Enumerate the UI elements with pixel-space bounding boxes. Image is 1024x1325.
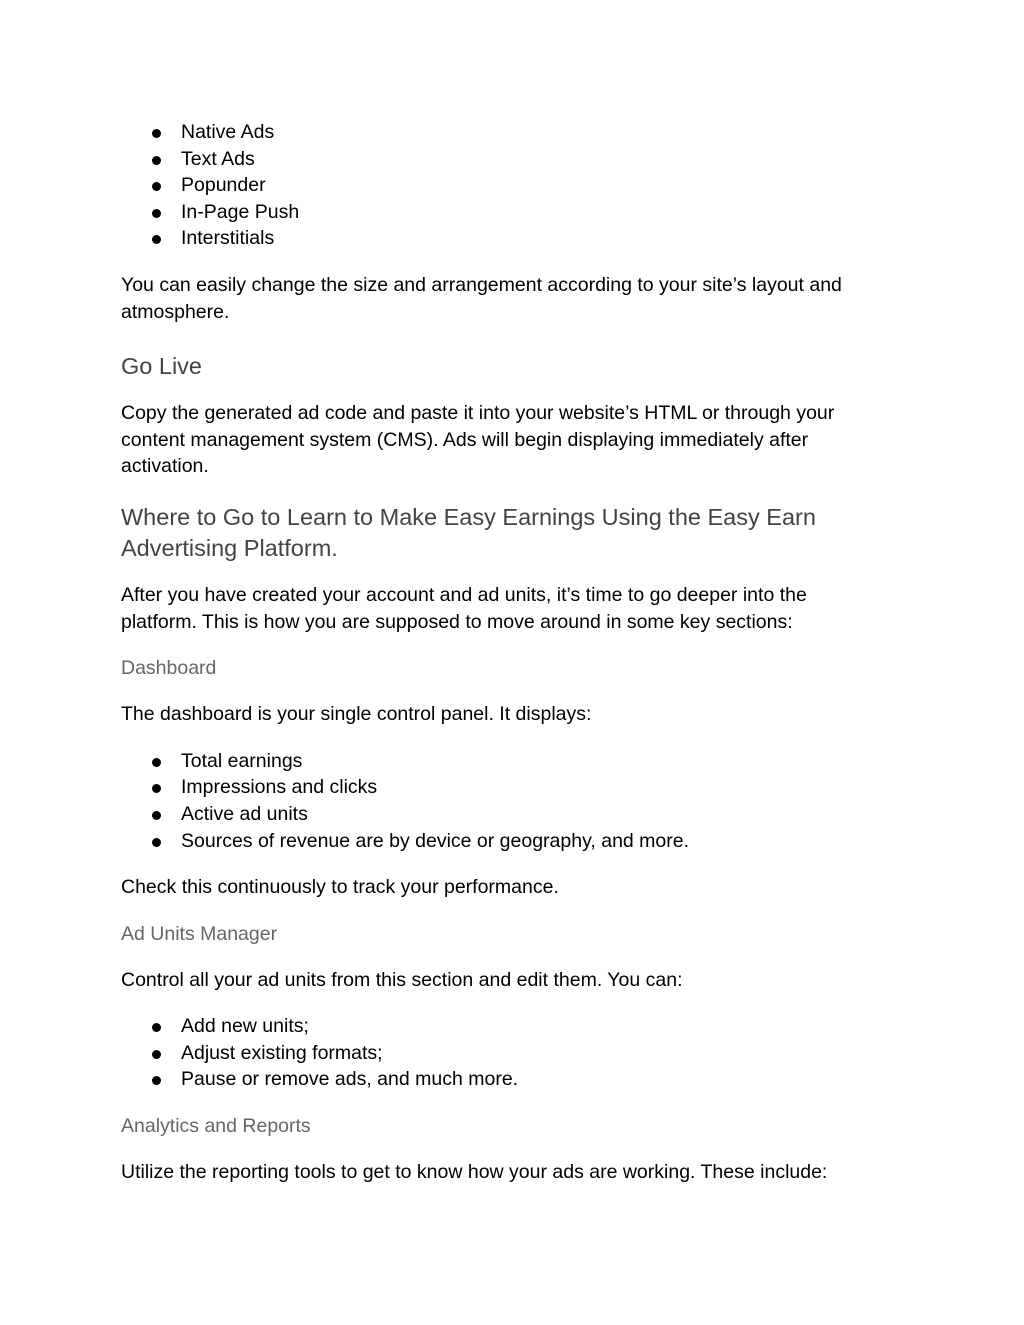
bullet-icon [152, 129, 161, 138]
list-item: Adjust existing formats; [121, 1040, 884, 1067]
bullet-icon [152, 1050, 161, 1059]
analytics-heading: Analytics and Reports [121, 1115, 311, 1138]
bullet-icon [152, 1076, 161, 1085]
list-item: Add new units; [121, 1013, 884, 1040]
where-to-go-heading: Where to Go to Learn to Make Easy Earnings Using the Easy Earn Advertising Platform. [121, 503, 816, 561]
list-item: Total earnings [121, 748, 884, 775]
check-paragraph: Check this continuously to track your performance. [121, 876, 559, 899]
bullet-icon [152, 758, 161, 767]
analytics-paragraph: Utilize the reporting tools to get to know how your ads are working. These include: [121, 1161, 828, 1184]
list-item: Text Ads [121, 146, 884, 173]
bullet-icon [152, 235, 161, 244]
ad-units-list [121, 1013, 884, 1093]
list-item: Interstitials [121, 225, 884, 252]
go-live-paragraph: Copy the generated ad code and paste it into your website’s HTML or through your content management system (CMS). Ads will begin displaying immediately after activation. [121, 402, 835, 478]
ad-units-heading: Ad Units Manager [121, 922, 278, 945]
list-item: Popunder [121, 172, 884, 199]
dashboard-paragraph: The dashboard is your single control panel. It displays: [121, 703, 592, 726]
list-item: Active ad units [121, 801, 884, 828]
dashboard-heading: Dashboard [121, 657, 217, 680]
bullet-icon [152, 1023, 161, 1032]
list-item: Sources of revenue are by device or geography, and more. [121, 828, 884, 855]
bullet-icon [152, 838, 161, 847]
layout-paragraph: You can easily change the size and arrangement according to your site’s layout and atmosphere. [121, 273, 842, 323]
after-paragraph: After you have created your account and ad units, it’s time to go deeper into the platform. This is how you are supposed to move around in some key sections: [121, 583, 807, 633]
ad-formats-list [121, 119, 884, 252]
bullet-icon [152, 811, 161, 820]
dashboard-list [121, 748, 884, 854]
list-item: In-Page Push [121, 199, 884, 226]
go-live-heading: Go Live [121, 353, 202, 380]
bullet-icon [152, 182, 161, 191]
bullet-icon [152, 209, 161, 218]
bullet-icon [152, 156, 161, 165]
list-item: Pause or remove ads, and much more. [121, 1066, 884, 1093]
list-item: Native Ads [121, 119, 884, 146]
ad-units-paragraph: Control all your ad units from this section and edit them. You can: [121, 968, 683, 991]
bullet-icon [152, 784, 161, 793]
list-item: Impressions and clicks [121, 774, 884, 801]
